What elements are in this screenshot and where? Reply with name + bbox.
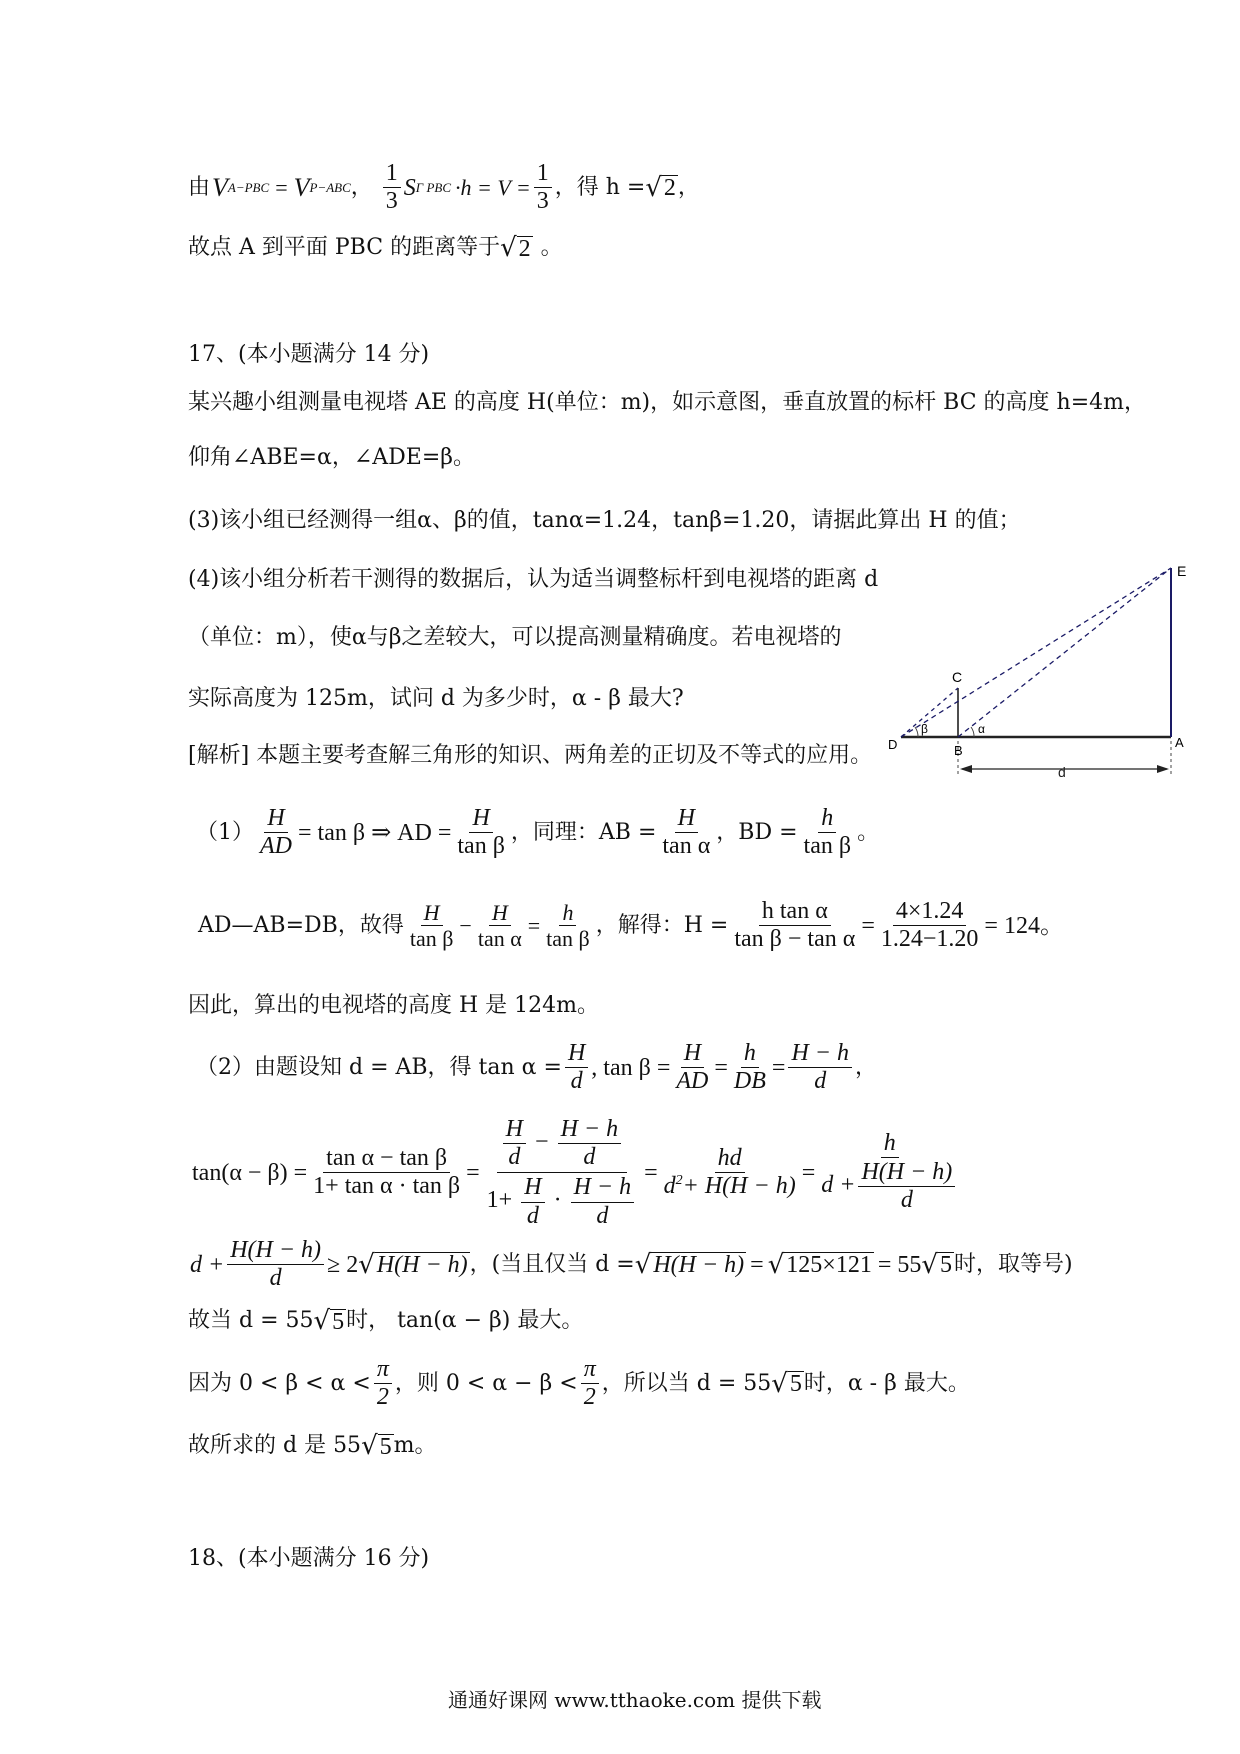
label-C: C bbox=[952, 669, 963, 685]
q17-part3: (3)该小组已经测得一组α、β的值，tanα=1.24，tanβ=1.20，请据此算出 H 的值； bbox=[188, 508, 1021, 533]
q17-part4-line1: (4)该小组分析若干测得的数据后，认为适当调整标杆到电视塔的距离 d bbox=[188, 567, 879, 592]
sightline-DE bbox=[901, 568, 1171, 737]
q18-heading: 18、(本小题满分 16 分) bbox=[188, 1546, 430, 1571]
tower-diagram bbox=[888, 555, 1193, 800]
sol2-final-answer: 故所求的 d 是 55 √ 5 m。 bbox=[188, 1431, 437, 1461]
sol2-tan-difference: tan(α − β) = $\frac{\text{tan α − tan β}}{\text{1+ tan α · tan β}}$ = $\frac{H}{d}$ − $\frac{H - h}{d}$ 1+ $\frac{H}{d}$ · $\frac{H - h}{d}$ = $\frac{hd}{d^2+ H(H - h)}$ = h d + $\frac{H(H - h)}{d}$ bbox=[192, 1115, 964, 1231]
label-alpha: α bbox=[978, 722, 985, 736]
footer-credit: 通通好课网 www.tthaoke.com 提供下载 bbox=[448, 1688, 822, 1712]
q16-conclusion: 故点 A 到平面 PBC 的距离等于 √ 2 。 bbox=[188, 233, 563, 263]
q17-analysis: [解析] 本题主要考查解三角形的知识、两角差的正切及不等式的应用。 bbox=[188, 743, 873, 768]
angle-alpha-arc bbox=[971, 727, 974, 737]
q17-heading: 17、(本小题满分 14 分) bbox=[188, 342, 430, 367]
q17-stem-line1: 某兴趣小组测量电视塔 AE 的高度 H(单位：m)，如示意图，垂直放置的标杆 BC 的高度 h=4m， bbox=[188, 390, 1146, 415]
q16-distance-eq-line: 由 V A−PBC = V P−ABC ， $\frac{1}{3}$ S Γ PBC ·h = V = $\frac{1}{3}$ ，得 h = √ 2 ， bbox=[188, 160, 700, 215]
label-E: E bbox=[1177, 563, 1187, 579]
sol1-line: （1） $\frac{H}{AD}$ = tan β ⇒ AD = $\frac{H}{\text{tan β}}$ ，同理：AB = $\frac{H}{\text{tan α}}$ ，BD = $\frac{h}{\text{tan β}}$ 。 bbox=[196, 805, 880, 860]
sightline-BE bbox=[958, 568, 1171, 737]
sol2-max-tan: 故当 d = 55 √ 5 时， tan(α − β) 最大。 bbox=[188, 1306, 584, 1336]
label-D: D bbox=[888, 737, 898, 752]
sol2-angle-range: 因为 0 < β < α < $\frac{\pi}{2}$ ，则 0 < α − β < $\frac{\pi}{2}$ ，所以当 d = 55 √ 5 时，α - β 最大。 bbox=[188, 1356, 970, 1411]
sightline-DC bbox=[901, 688, 958, 737]
q17-part4-line3: 实际高度为 125m，试问 d 为多少时，α - β 最大? bbox=[188, 686, 684, 711]
label-d: d bbox=[1058, 764, 1066, 780]
sol1-conclusion: 因此，算出的电视塔的高度 H 是 124m。 bbox=[188, 993, 600, 1018]
q17-stem-line2: 仰角∠ABE=α，∠ADE=β。 bbox=[188, 445, 476, 470]
q17-part4-line2: （单位：m），使α与β之差较大，可以提高测量精确度。若电视塔的 bbox=[188, 625, 842, 650]
angle-beta-arc bbox=[915, 727, 918, 737]
sol2-setup: （2）由题设知 d = AB，得 tan α = $\frac{H}{d}$ , tan β = $\frac{H}{AD}$ = $\frac{h}{DB}$ = $\frac{H - h}{d}$ ， bbox=[196, 1040, 878, 1095]
label-A: A bbox=[1175, 735, 1184, 750]
label-beta: β bbox=[921, 722, 928, 736]
sol1-derivation: AD—AB=DB，故得 $\frac{H}{\text{tan β}}$ − $\frac{H}{\text{tan α}}$ = $\frac{h}{\text{tan β}}$ ，解得：H = $\frac{\text{h tan α}}{\text{tan β − tan α}}$ = $\frac{4\times 1.24}{1.24-1.20}$ = 124。 bbox=[198, 898, 1064, 953]
sol2-inequality: d + $\frac{H(H - h)}{d}$ ≥ 2 √ H(H − h) ，(当且仅当 d = √ H(H − h) = √ 125×121 = 55 √ 5 时，取等号) bbox=[190, 1237, 1073, 1292]
label-B: B bbox=[954, 743, 963, 758]
